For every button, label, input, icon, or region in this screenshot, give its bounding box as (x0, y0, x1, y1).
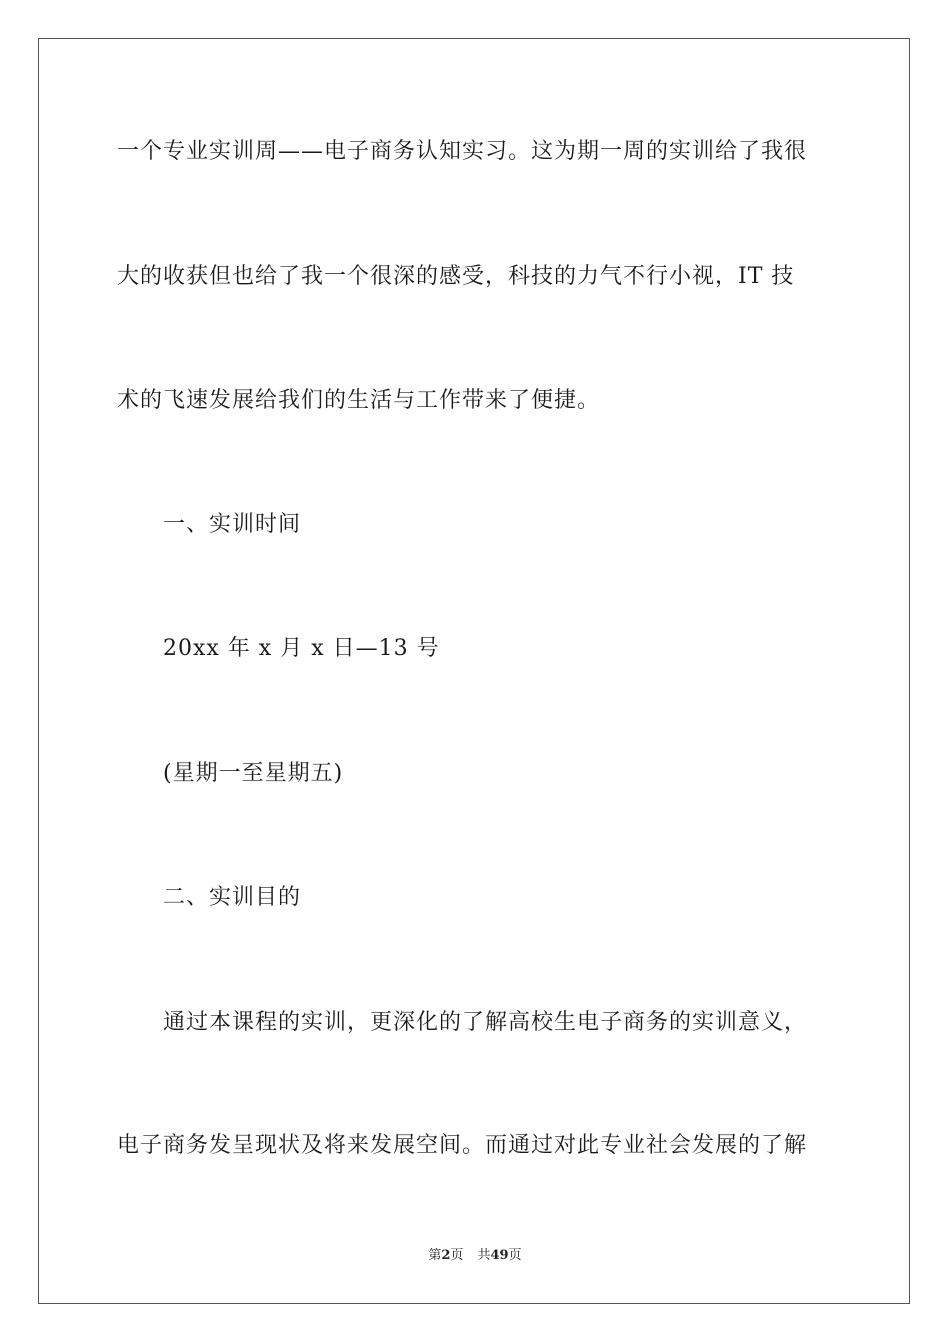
footer-page-prefix: 第 (428, 1248, 442, 1263)
footer-page-number: 2 (441, 1248, 451, 1263)
page-footer (0, 1247, 950, 1265)
body-text-line: 电子商务发呈现状及将来发展空间。而通过对此专业社会发展的了解 (117, 1133, 808, 1158)
footer-page-suffix: 页 (450, 1248, 464, 1263)
footer-total-suffix: 页 (508, 1248, 522, 1263)
footer-total-pages: 49 (490, 1248, 509, 1263)
page-border (38, 38, 910, 1304)
body-text-line: 术的飞速发展给我们的生活与工作带来了便捷。 (117, 388, 601, 413)
date-range-text: 20xx 年 x 月 x 日—13 号 (163, 636, 440, 661)
weekday-range-text: (星期一至星期五) (163, 761, 344, 786)
section-heading: 一、实训时间 (163, 512, 302, 537)
body-text-line: 通过本课程的实训，更深化的了解高校生电子商务的实训意义， (163, 1010, 808, 1035)
section-heading: 二、实训目的 (163, 885, 302, 910)
body-text-line: 大的收获但也给了我一个很深的感受，科技的力气不行小视，IT 技 (117, 264, 795, 289)
footer-total-prefix: 共 (477, 1248, 491, 1263)
body-text-line: 一个专业实训周——电子商务认知实习。这为期一周的实训给了我很 (117, 139, 808, 164)
